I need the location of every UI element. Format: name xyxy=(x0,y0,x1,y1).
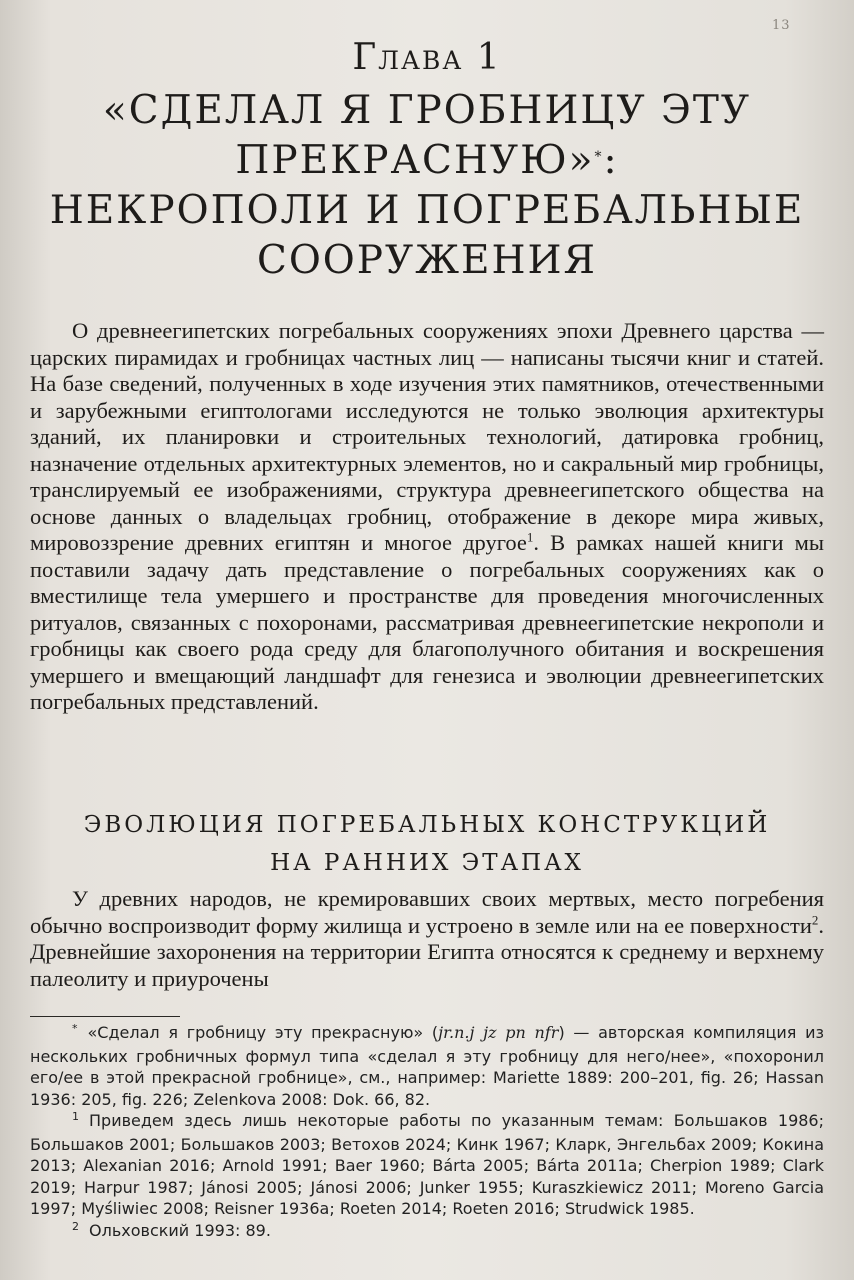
chapter-title-line-2 xyxy=(30,136,824,186)
footnote-star-text-a: «Сделал я гробницу эту прекрасную» ( xyxy=(87,1023,439,1042)
footnote-ref-2: 2 xyxy=(811,912,819,927)
footnote-2 xyxy=(30,1220,824,1244)
footnote-star-text-b: ) — авторская компиляция из нескольких гробничных формул типа «сделал я эту гробницу для него/нее», «похоронил его/ее в этой прекрасной гробнице», см., например: Mariette 1889: 200–201, fig. 26; Hassan 1936: 205, fig. 226; Zelenkova 2008: Dok. 66, 82. xyxy=(30,1023,825,1109)
footnote-1-text: Приведем здесь лишь некоторые работы по указанным темам: Большаков 1986; Большаков 2001; Большаков 2003; Ветохов 2024; Кинк 1967; Кларк, Энгельбах 2009; Кокина 2013; Alexanian 2016; Arnold 1991; Baer 1960; Bárta 2005; Bárta 2011a; Cherpion 1989; Clark 2019; Harpur 1987; Jánosi 2005; Jánosi 2006; Junker 1955; Kuraszkiewicz 2011; Moreno Garcia 1997; Myśliwiec 2008; Reisner 1936a; Roeten 2014; Roeten 2016; Strudwick 1985. xyxy=(30,1111,824,1218)
intro-text-part-2: . В рамках нашей книги мы поставили задачу дать представление о погребальных сооружениях как о вместилище тела умершего и пространстве для проведения многочисленных ритуалов, связанных с похоронами, рассматривая древнеегипетские некрополи и гробницы как своего рода среду для благополучного обитания и воскрешения умершего и вмещающий ландшафт для генезиса и эволюции древнеегипетских погребальных представлений. xyxy=(30,530,824,714)
chapter-title xyxy=(30,86,824,286)
chapter-title-line-2-colon: : xyxy=(603,138,619,183)
section-heading-line-2: НА РАННИХ ЭТАПАХ xyxy=(270,850,584,876)
footnote-1-mark: 1 xyxy=(72,1110,79,1123)
footnotes xyxy=(30,1022,824,1243)
chapter-title-line-1: «СДЕЛАЛ Я ГРОБНИЦУ ЭТУ xyxy=(102,88,752,133)
footnote-2-text: Ольховский 1993: 89. xyxy=(89,1220,271,1240)
running-head-page-number: 13 xyxy=(772,18,791,33)
intro-paragraph xyxy=(30,318,824,716)
footnote-1 xyxy=(30,1110,824,1220)
footnote-ref-1: 1 xyxy=(526,529,534,545)
footnote-star-mark: * xyxy=(72,1022,78,1035)
intro-text-part-1: О древнеегипетских погребальных сооружениях эпохи Древнего царства — царских пирамидах и гробницах частных лиц — написаны тысячи книг и статей. На базе сведений, полученных в ходе изучения этих памятников, отечественными и зарубежными египтологами исследуются не только эволюция архитектуры зданий, их планировки и строительных технологий, датировка гробниц, назначение отдельных архитектурных элементов, но и сакральный мир гробницы, транслируемый ее изображениями, структура древнеегипетского общества на основе данных о владельцах гробниц, отображение в декоре мира живых, мировоззрение древних египтян и многое другое xyxy=(30,318,824,555)
chapter-title-line-4: СООРУЖЕНИЯ xyxy=(256,238,598,283)
section-heading-line-1: ЭВОЛЮЦИЯ ПОГРЕБАЛЬНЫХ КОНСТРУКЦИЙ xyxy=(83,812,771,838)
section-paragraph xyxy=(30,886,824,992)
section-heading xyxy=(30,806,824,882)
chapter-number: Глава 1 xyxy=(352,37,502,78)
footnote-divider xyxy=(30,1016,180,1017)
chapter-title-line-2-text: ПРЕКРАСНУЮ» xyxy=(235,138,595,183)
chapter-title-footnote-mark: * xyxy=(594,149,604,165)
section-text-part-2: . Древнейшие захоронения на территории Египта относятся к среднему и верхнему палеолиту и приурочены xyxy=(30,912,824,991)
footnote-2-mark: 2 xyxy=(72,1219,79,1233)
section-text-part-1: У древних народов, не кремировавших своих мертвых, место погребения обычно воспроизводит форму жилища и устроено в земле или на ее поверхности xyxy=(30,886,824,938)
chapter-title-line-3: НЕКРОПОЛИ И ПОГРЕБАЛЬНЫЕ xyxy=(49,188,805,233)
footnote-star-translit: jr.n.j jz pn nfr xyxy=(438,1023,559,1042)
footnote-star xyxy=(30,1022,824,1110)
chapter-heading xyxy=(30,34,824,286)
